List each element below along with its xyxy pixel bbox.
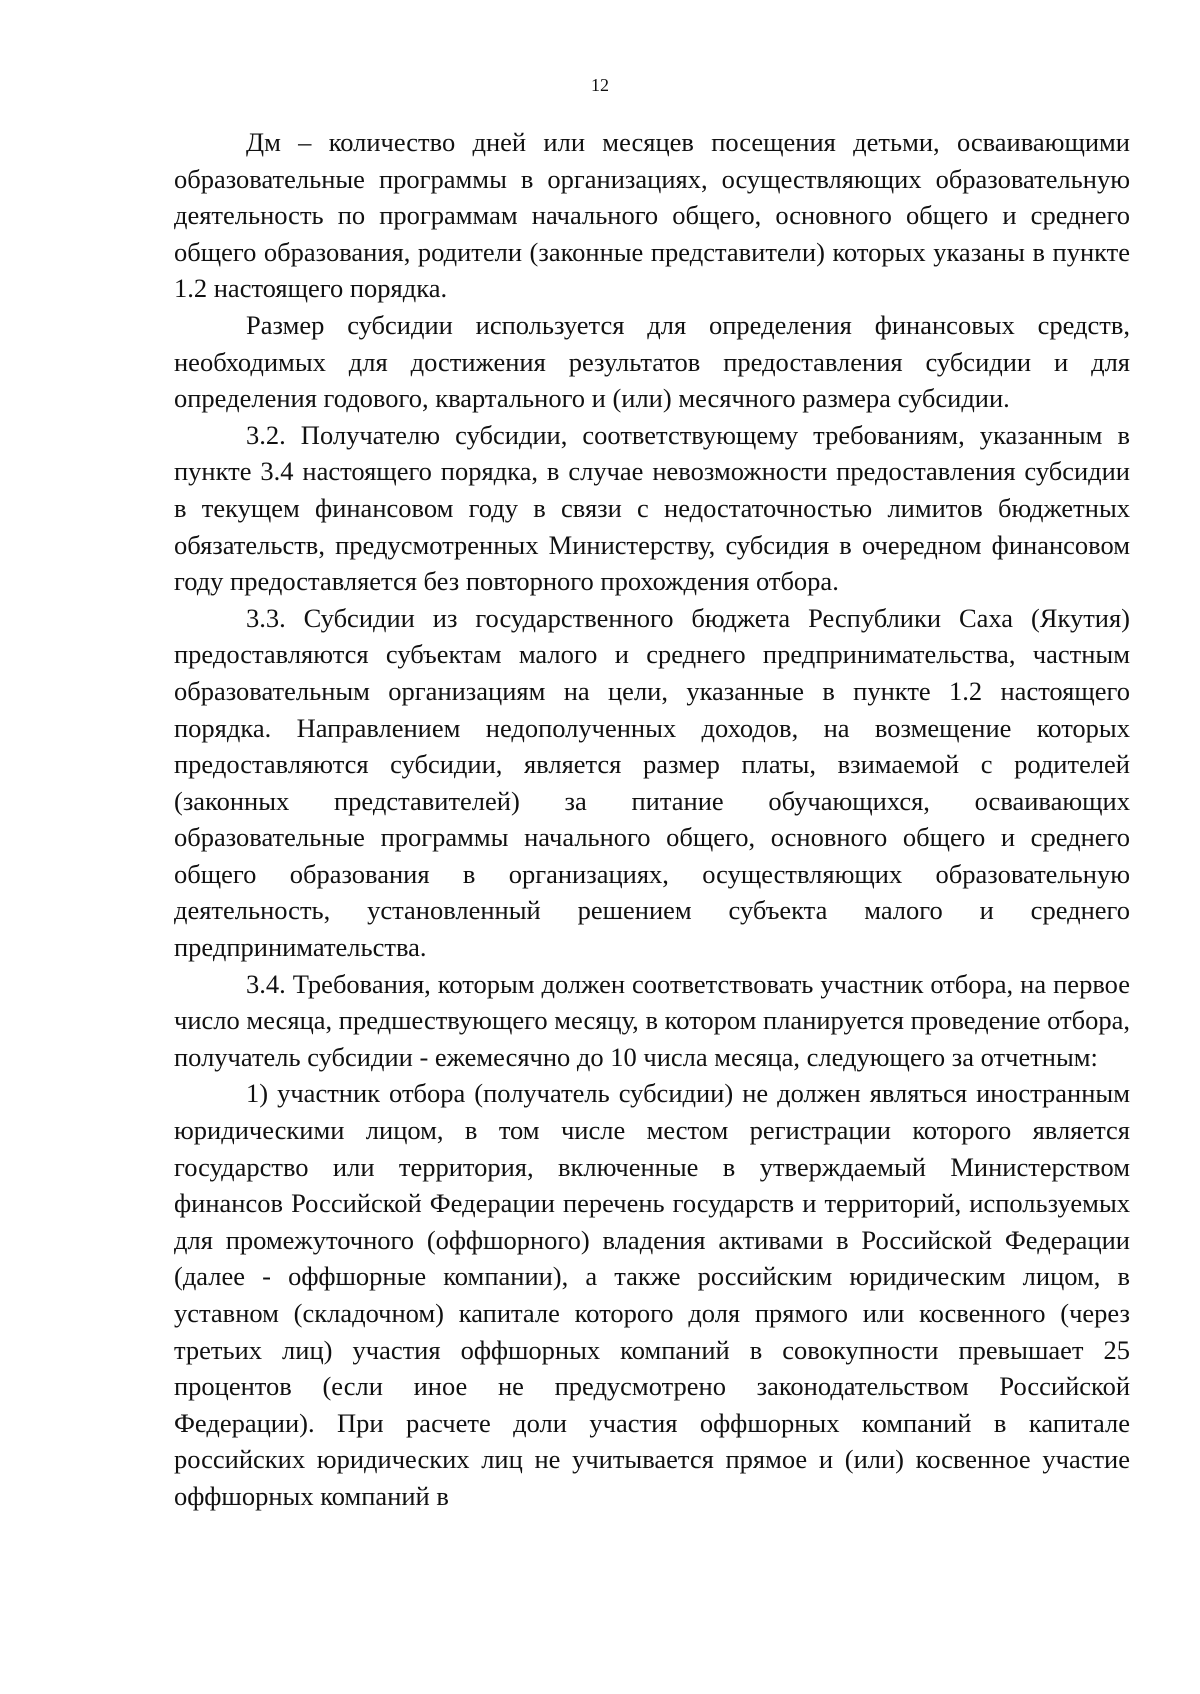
paragraph-subsidy-size: Размер субсидии используется для определения финансовых средств, необходимых для достижения результатов предоставления субсидии и для определения годового, квартального и (или) месячного размера субсидии. [174,309,1130,414]
document-body [174,124,1130,1515]
paragraph-3-4-item-1: 1) участник отбора (получатель субсидии) не должен являться иностранным юридическими лицом, в том числе местом регистрации которого является государство или территория, включенные в утверждаемый Министерством финансов Российской Федерации перечень государств и территорий, используемых для промежуточного (оффшорного) владения активами в Российской Федерации (далее - оффшорные компании), а также российским юридическим лицом, в уставном (складочном) капитале которого доля прямого или косвенного (через третьих лиц) участия оффшорных компаний в совокупности превышает 25 процентов (если иное не предусмотрено законодательством Российской Федерации). При расчете доли участия оффшорных компаний в капитале российских юридических лиц не учитывается прямое и (или) косвенное участие оффшорных компаний в [174,1078,1130,1511]
paragraph-dm-definition: Дм – количество дней или месяцев посещения детьми, осваивающими образовательные программы в организациях, осуществляющих образовательную деятельность по программам начального общего, основного общего и среднего общего образования, родители (законные представители) которых указаны в пункте 1.2 настоящего порядка. [174,127,1130,304]
paragraph-3-4: 3.4. Требования, которым должен соответствовать участник отбора, на первое число месяца, предшествующего месяцу, в котором планируется проведение отбора, получатель субсидии - ежемесячно до 10 числа месяца, следующего за отчетным: [174,968,1130,1072]
page-number: 12 [591,75,609,95]
paragraph-3-2: 3.2. Получателю субсидии, соответствующему требованиям, указанным в пункте 3.4 настоящего порядка, в случае невозможности предоставления субсидии в текущем финансовом году в связи с недостаточностью лимитов бюджетных обязательств, предусмотренных Министерству, субсидия в очередном финансовом году предоставляется без повторного прохождения отбора. [174,419,1130,597]
paragraph-3-3: 3.3. Субсидии из государственного бюджета Республики Саха (Якутия) предоставляются субъектам малого и среднего предпринимательства, частным образовательным организациям на цели, указанные в пункте 1.2 настоящего порядка. Направлением недополученных доходов, на возмещение которых предоставляются субсидии, является размер платы, взимаемой с родителей (законных представителей) за питание обучающихся, осваивающих образовательные программы начального общего, основного общего и среднего общего образования в организациях, осуществляющих образовательную деятельность, установленный решением субъекта малого и среднего предпринимательства. [174,602,1130,963]
